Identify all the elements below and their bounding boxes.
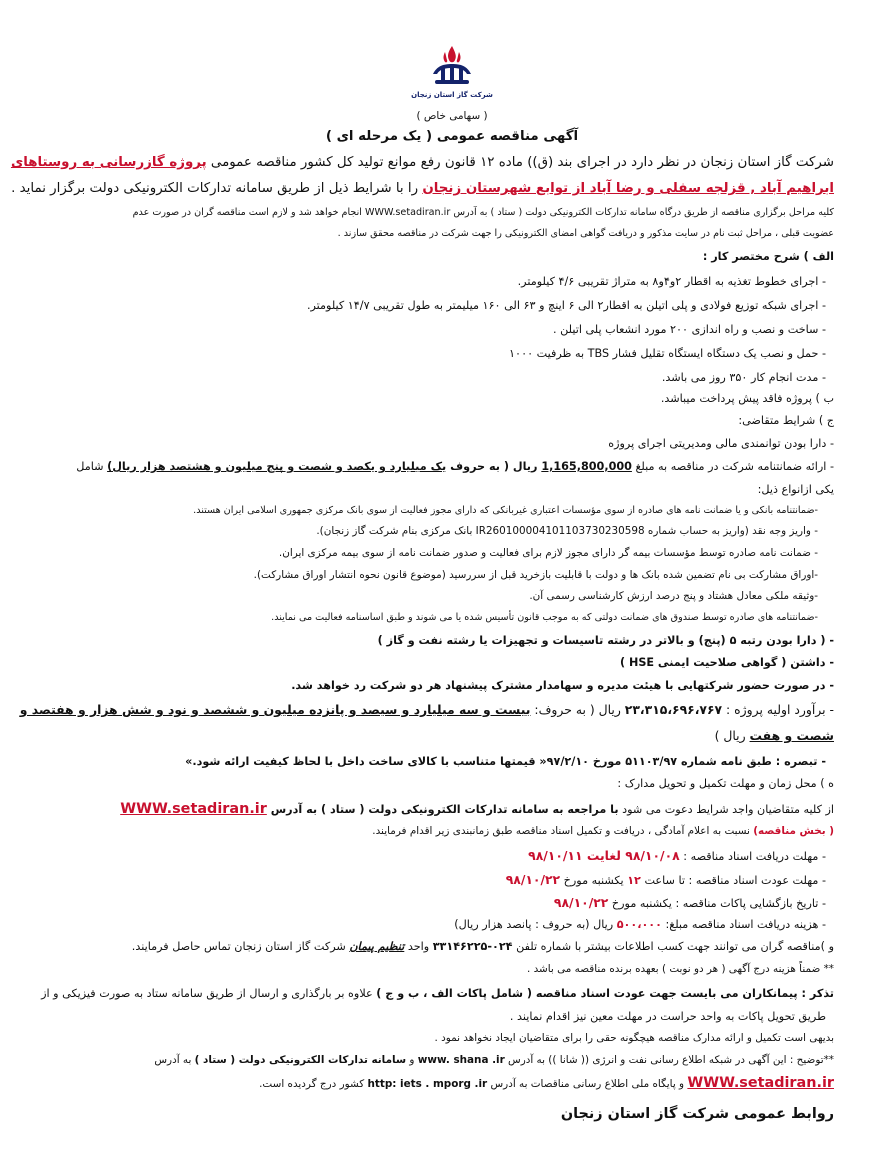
intro-line-1 [10, 155, 834, 171]
estimate-amount-words: شصت و هفت [749, 728, 834, 743]
guarantee-line [70, 460, 834, 473]
intro-text: را با شرایط ذیل از طریق سامانه تدارکات الکترونیکی دولت برگزار نماید . [11, 181, 423, 196]
section-a-heading: الف ) شرح مختصر کار : [702, 250, 834, 263]
fee-label: - هزینه دریافت اسناد مناقصه مبلغ: [661, 918, 826, 931]
requirement-shareholders: - در صورت حضور شرکتهایی با هیئت مدیره و سهامدار مشترک پیشنهاد هر دو شرکت رد خواهد شد. [291, 679, 834, 692]
guarantee-options-heading: یکی ازانواع ذیل: [757, 483, 834, 496]
deadline-receive-dates: ۹۸/۱۰/۰۸ لغایت ۹۸/۱۰/۱۱ [528, 848, 680, 863]
footnote-line-1 [70, 1054, 834, 1066]
work-item: - مدت انجام کار ۳۵۰ روز می باشد. [661, 371, 826, 384]
project-villages: ابراهیم آباد , قزلجه سفلی و رضا آباد از توابع شهرستان زنجان [422, 181, 834, 196]
tender-section-tag: ( بخش مناقصه) [753, 825, 834, 837]
company-type: ( سهامی خاص ) [416, 110, 488, 122]
estimate-amount: ۲۳،۳۱۵،۶۹۶،۷۶۷ [624, 702, 723, 717]
guarantee-option: -ضمانتنامه بانکی و یا ضمانت نامه های صادره از سوی مؤسسات اعتباری غیربانکی که دارای مجوز فعالیت از سوی بانک مرکزی جمهوری اسلامی ایران هستند. [193, 505, 818, 516]
deadline-label: یکشنبه مورخ [560, 874, 628, 887]
ad-cost-note: ** ضمناً هزینه درج آگهی ( هر دو نوبت ) بعهده برنده مناقصه می باشد . [526, 963, 834, 975]
guarantee-amount: 1,165,800,000 [541, 460, 632, 473]
guarantee-option: - واریز وجه نقد (واریز به حساب شماره IR260100004101103730230598 بانک مرکزی بنام شرکت گاز زنجان). [316, 525, 818, 537]
deadline-return-date: ۹۸/۱۰/۲۲ [505, 872, 561, 887]
deadline-label: - مهلت عودت اسناد مناقصه : تا ساعت [640, 874, 826, 887]
deadline-return-hour: ۱۲ [627, 874, 641, 887]
guarantee-option: -ضمانتنامه های صادره توسط صندوق های ضمانت دولتی که به موجب قانون تأسیس شده یا می شوند و طبق اساسنامه فعالیت می نمایند. [271, 612, 818, 623]
work-item: - ساخت و نصب و راه اندازی ۲۰۰ مورد انشعاب پلی اتیلن . [553, 323, 826, 336]
opening-label: - تاریخ بازگشایی پاکات مناقصه : یکشنبه مورخ [608, 897, 826, 910]
guarantee-text: شامل [76, 460, 108, 473]
invitation-text: نسبت به اعلام آمادگی ، دریافت و تکمیل اسناد مناقصه طبق زمانبندی زیر اقدام فرمایند. [372, 825, 754, 837]
price-note: - تبصره : طبق نامه شماره ۵۱۱۰۳/۹۷ مورخ ۹۷/۲/۱۰« قیمتها متناسب با کالای ساخت داخل با لحاظ کیفیت ارائه شود.» [185, 755, 826, 768]
reminder-line-2: طریق تحویل پاکات به واحد حراست در مهلت معین نیز اقدام نمایند . [509, 1010, 826, 1023]
requirement-hse: - داشتن ( گواهی صلاحیت ایمنی HSE ) [619, 656, 834, 669]
reminder-line-3: بدیهی است تکمیل و ارائه مدارک مناقصه هیچگونه حقی را برای متقاضیان ایجاد نخواهد نمود . [434, 1032, 834, 1044]
reminder-line-1 [41, 987, 834, 1000]
iets-url[interactable]: http: iets . mporg .ir [367, 1078, 488, 1090]
requirement-rank: - ( دارا بودن رتبه ۵ (پنج) و بالاتر در رشته تاسیسات و تجهیزات یا رشته نفت و گاز ) [377, 634, 834, 647]
tender-notice-page [10, 0, 834, 1160]
estimate-line-2 [70, 729, 834, 744]
estimate-text: - برآورد اولیه پروژه : [722, 702, 834, 717]
intro-line-3: کلیه مراحل برگزاری مناقصه از طریق درگاه سامانه تدارکات الکترونیکی دولت ( ستاد ) به آدرس WWW.setadiran.ir انجام خواهد شد و لازم است مناقصه گران در صورت عدم [132, 207, 834, 218]
intro-line-4: عضویت قبلی ، مراحل ثبت نام در سایت مذکور و دریافت گواهی امضای الکترونیکی را جهت شرکت در مناقصه محقق سازند . [337, 228, 834, 239]
document-fee-line [70, 918, 826, 931]
fee-label: ریال (به حروف : پانصد هزار ریال) [454, 918, 617, 931]
fee-amount: ۵۰۰،۰۰۰ [616, 918, 662, 931]
footnote-line-2 [70, 1075, 834, 1092]
invitation-text: از کلیه متقاضیان واجد شرایط دعوت می شود [618, 803, 834, 816]
contact-line [70, 940, 834, 953]
work-item: - اجرای خطوط تغذیه به اقطار ۲و۴و۸ به متراژ تقریبی ۴/۶ کیلومتر. [517, 275, 826, 288]
reminder-title: تذکر : پیمانکاران می بایست جهت عودت اسناد مناقصه ( شامل پاکات الف ، ب و ج ) [376, 987, 834, 1000]
footnote-text: و [406, 1054, 418, 1066]
invitation-line-2 [70, 825, 834, 837]
gas-company-logo-icon [427, 44, 477, 90]
shana-url[interactable]: www. shana .ir [417, 1054, 505, 1066]
invitation-line [70, 801, 834, 818]
public-relations-signature: روابط عمومی شرکت گاز استان زنجان [560, 1106, 834, 1122]
work-item: - اجرای شبکه توزیع فولادی و پلی اتیلن به اقطار۲ الی ۶ اینچ و ۶۳ الی ۱۶۰ میلیمتر به طول تقریبی ۱۴/۷ کیلومتر. [306, 299, 826, 312]
estimate-line [19, 702, 834, 718]
setad-url-link[interactable]: WWW.setadiran.ir [120, 801, 267, 817]
footnote-text: **توضیح : این آگهی در شبکه اطلاع رسانی نفت و انرژی (( شانا )) به آدرس [504, 1054, 834, 1066]
requirement-financial: - دارا بودن توانمندی مالی ومدیریتی اجرای پروژه [608, 437, 834, 450]
setad-reference: با مراجعه به سامانه تدارکات الکترونیکی دولت ( ستاد ) به آدرس [266, 803, 619, 816]
setad-url-link[interactable]: WWW.setadiran.ir [687, 1075, 834, 1091]
company-logo [70, 44, 834, 106]
contact-text: واحد [404, 940, 433, 953]
work-item: - حمل و نصب یک دستگاه ایستگاه تقلیل فشار TBS به ظرفیت ۱۰۰۰ [509, 347, 826, 360]
contact-phone: ۰۲۴-۳۳۱۴۶۲۲۵ [432, 940, 513, 953]
contact-text: و )مناقصه گران می توانند جهت کسب اطلاعات بیشتر با شماره تلفن [512, 940, 834, 953]
guarantee-text: ریال ( به حروف [446, 460, 542, 473]
contact-text: شرکت گاز استان زنجان تماس حاصل فرمایند. [131, 940, 350, 953]
footnote-text: و پایگاه ملی اطلاع رسانی مناقصات به آدرس [487, 1078, 688, 1090]
setad-system-name: سامانه تدارکات الکترونیکی دولت ( ستاد ) [194, 1054, 407, 1066]
section-b: ب ) پروژه فاقد پیش پرداخت میباشد. [660, 392, 834, 405]
section-d-heading: ه ) محل زمان و مهلت تکمیل و تحویل مدارک : [617, 777, 834, 790]
guarantee-amount-words: یک میلیارد و یکصد و شصت و پنج میلیون و هشتصد هزار ریال) [107, 460, 447, 473]
footnote-text: کشور درج گردیده است. [259, 1078, 368, 1090]
deadline-return [70, 873, 826, 888]
project-title: پروژه گازرسانی به روستاهای [10, 155, 207, 170]
opening-date-line [70, 896, 826, 911]
opening-date: ۹۸/۱۰/۲۲ [553, 895, 609, 910]
deadline-label: - مهلت دریافت اسناد مناقصه : [679, 850, 826, 863]
deadline-receive [70, 849, 826, 864]
intro-text: شرکت گاز استان زنجان در نظر دارد در اجرای بند (ق)) ماده ۱۲ قانون رفع موانع تولید کل کشور مناقصه عمومی [206, 155, 834, 170]
intro-line-2 [11, 181, 834, 197]
guarantee-text: - ارائه ضمانتنامه شرکت در مناقصه به مبلغ [631, 460, 834, 473]
section-c-heading: ج ) شرایط متقاضی: [738, 414, 834, 427]
guarantee-option: -وثیقه ملکی معادل هشتاد و پنج درصد ارزش کارشناسی رسمی آن. [529, 590, 818, 602]
estimate-text: ریال ) [714, 728, 750, 743]
contact-unit: تنظیم پیمان [349, 940, 405, 953]
estimate-amount-words: بیست و سه میلیارد و سیصد و پانزده میلیون و ششصد و نود و شش هزار و هفتصد و [19, 702, 531, 717]
estimate-text: ریال ( به حروف: [530, 702, 625, 717]
guarantee-option: - ضمانت نامه صادره توسط مؤسسات بیمه گر دارای مجوز لازم برای فعالیت و صدور ضمانت نامه از سوی بیمه مرکزی ایران. [278, 547, 818, 559]
reminder-text: علاوه بر بارگذاری و ارسال از طریق سامانه ستاد به صورت فیزیکی و از [41, 987, 377, 1000]
guarantee-option: -اوراق مشارکت بی نام تضمین شده بانک ها و دولت با قابلیت بازخرید قبل از سررسید (موضوع قانون نحوه انتشار اوراق مشارکت). [253, 569, 818, 581]
notice-title: آگهی مناقصه عمومی ( یک مرحله ای ) [325, 129, 579, 144]
footnote-text: به آدرس [154, 1054, 195, 1066]
logo-caption: شرکت گاز استان زنجان [411, 91, 493, 99]
